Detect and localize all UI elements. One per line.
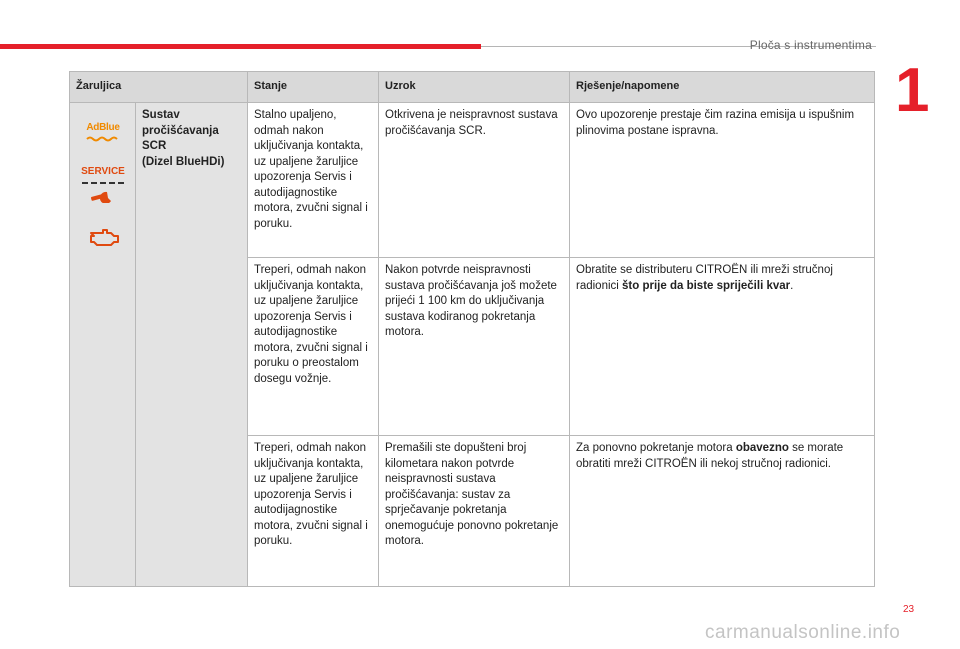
warning-lights-table xyxy=(69,71,875,587)
header-red-bar xyxy=(0,44,481,49)
row1-stanje: Stalno upaljeno, odmah nakon uključivanja kontakta, uz upaljene žaruljice upozorenja Servis i autodijagnostike motora, zvučni signal i poruku. xyxy=(248,103,379,258)
header-zaruljica: Žaruljica xyxy=(70,72,248,103)
page-number: 23 xyxy=(903,604,915,615)
row2-rjesenje-bold: što prije da biste spriječili kvar xyxy=(622,279,791,292)
system-line-2: pročišćavanja xyxy=(142,124,219,137)
service-dashed-line xyxy=(82,182,124,184)
row2-rjesenje xyxy=(570,258,875,436)
adblue-label: AdBlue xyxy=(86,122,120,133)
row1-uzrok: Otkrivena je neispravnost sustava pročišćavanja SCR. xyxy=(379,103,570,258)
system-cell xyxy=(136,103,248,587)
icon-cell xyxy=(70,103,136,587)
row3-rjesenje-bold: obavezno xyxy=(735,442,789,454)
adblue-icon xyxy=(86,136,120,142)
section-title: Ploča s instrumentima xyxy=(749,38,872,52)
row3-rjesenje xyxy=(570,436,875,587)
engine-icon xyxy=(85,227,121,249)
row2-rjesenje-text: Obratite se distributeru CITROËN ili mreži stručnoj radionici xyxy=(576,264,833,292)
row3-rjesenje-end: se morate obratiti mreži CITROËN ili nekoj stručnoj radionici. xyxy=(576,442,844,470)
service-label: SERVICE xyxy=(81,165,125,177)
table-row xyxy=(70,103,875,258)
row2-rjesenje-end: . xyxy=(790,279,794,292)
row2-uzrok: Nakon potvrde neispravnosti sustava pročišćavanja još možete prijeći 1 100 km do uključivanja sustava kodiranog pokretanja motora. xyxy=(379,258,570,436)
header-uzrok: Uzrok xyxy=(379,72,570,103)
watermark: carmanualsonline.info xyxy=(705,622,901,643)
system-line-4: (Dizel BlueHDi) xyxy=(142,155,225,168)
table-header-row xyxy=(70,72,875,103)
row3-uzrok: Premašili ste dopušteni broj kilometara nakon potvrde neispravnosti sustava pročišćavanja: sustav za sprječavanje pokretanja onemogućuje ponovno pokretanje motora. xyxy=(379,436,570,587)
system-line-1: Sustav xyxy=(142,109,180,121)
row3-stanje: Treperi, odmah nakon uključivanja kontakta, uz upaljene žaruljice upozorenja Servis i autodijagnostike motora, zvučni signal i poruku. xyxy=(248,436,379,587)
row2-stanje: Treperi, odmah nakon uključivanja kontakta, uz upaljene žaruljice upozorenja Servis i autodijagnostike motora, zvučni signal i poruku o preostalom dosegu vožnje. xyxy=(248,258,379,436)
chapter-number: 1 xyxy=(895,56,930,125)
row1-rjesenje: Ovo upozorenje prestaje čim razina emisija u ispušnim plinovima postane ispravna. xyxy=(570,103,875,258)
header-rjesenje: Rješenje/napomene xyxy=(570,72,875,103)
header-stanje: Stanje xyxy=(248,72,379,103)
system-line-3: SCR xyxy=(142,140,167,152)
service-wrench-icon xyxy=(89,189,117,203)
row3-rjesenje-text: Za ponovno pokretanje motora xyxy=(576,442,736,454)
